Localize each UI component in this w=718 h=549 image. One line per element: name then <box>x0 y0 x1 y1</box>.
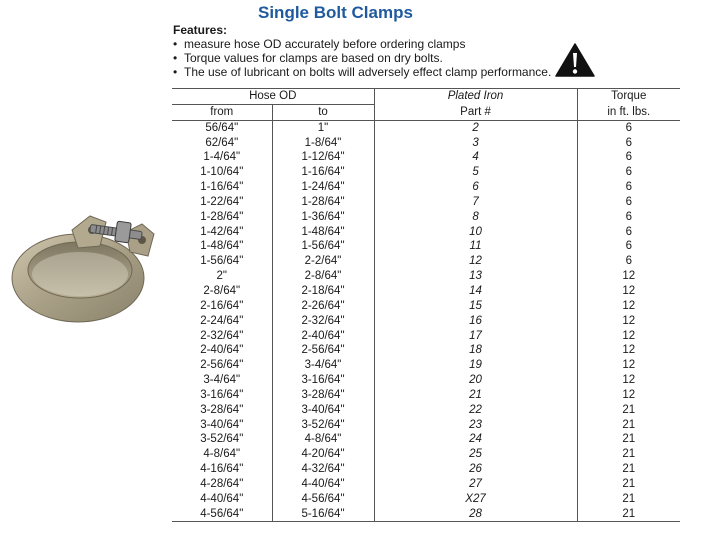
cell-part: 22 <box>374 403 577 418</box>
cell-torque: 12 <box>577 373 680 388</box>
cell-part: 14 <box>374 284 577 299</box>
cell-part: X27 <box>374 492 577 507</box>
cell-part: 12 <box>374 254 577 269</box>
cell-from: 1-56/64" <box>200 255 244 268</box>
cell-part: 17 <box>374 329 577 344</box>
cell-from: 2-16/64" <box>200 299 244 312</box>
cell-torque: 12 <box>577 284 680 299</box>
cell-torque: 12 <box>577 314 680 329</box>
feature-item: • Torque values for clamps are based on dry bolts. <box>173 51 551 65</box>
cell-torque: 21 <box>577 477 680 492</box>
cell-from: 1-4/64" <box>203 151 241 164</box>
cell-part: 5 <box>374 165 577 180</box>
cell-to: 3-4/64" <box>272 358 374 373</box>
cell-part: 16 <box>374 314 577 329</box>
cell-torque: 6 <box>577 254 680 269</box>
cell-part: 4 <box>374 150 577 165</box>
cell-torque: 6 <box>577 225 680 240</box>
cell-from: 4-56/64" <box>172 507 272 522</box>
cell-from: 1-16/64" <box>200 181 244 194</box>
cell-torque: 6 <box>577 195 680 210</box>
cell-torque: 6 <box>577 120 680 135</box>
table-row <box>172 373 680 388</box>
table-row <box>172 254 680 269</box>
to-header: to <box>272 104 374 120</box>
cell-torque: 12 <box>577 299 680 314</box>
table-row <box>172 165 680 180</box>
cell-to: 1-8/64" <box>272 136 374 151</box>
cell-from: 1-22/64" <box>200 195 244 208</box>
cell-torque: 21 <box>577 418 680 433</box>
cell-from: 62/64" <box>205 136 239 149</box>
cell-to: 3-16/64" <box>272 373 374 388</box>
feature-item: • measure hose OD accurately before ordering clamps <box>173 37 551 51</box>
table-row <box>172 432 680 447</box>
table-row <box>172 136 680 151</box>
cell-to: 2-2/64" <box>272 254 374 269</box>
cell-from: 4-28/64" <box>200 477 244 490</box>
cell-to: 1-24/64" <box>272 180 374 195</box>
cell-from: 2" <box>216 270 227 283</box>
cell-torque: 6 <box>577 150 680 165</box>
cell-from: 2-32/64" <box>200 329 244 342</box>
cell-to: 1" <box>272 120 374 135</box>
cell-from: 56/64" <box>205 121 239 134</box>
single-bolt-clamp-image <box>8 212 166 330</box>
cell-from: 2-56/64" <box>200 359 244 372</box>
table-row <box>172 239 680 254</box>
cell-from: 1-48/64" <box>200 240 244 253</box>
cell-to: 4-20/64" <box>272 447 374 462</box>
table-row <box>172 195 680 210</box>
cell-torque: 21 <box>577 432 680 447</box>
cell-to: 2-26/64" <box>272 299 374 314</box>
table-row <box>172 299 680 314</box>
cell-to: 2-18/64" <box>272 284 374 299</box>
table-row <box>172 269 680 284</box>
cell-to: 1-48/64" <box>272 225 374 240</box>
cell-to: 4-56/64" <box>272 492 374 507</box>
cell-from: 3-40/64" <box>200 418 244 431</box>
table-row <box>172 358 680 373</box>
cell-torque: 12 <box>577 388 680 403</box>
plated-iron-header: Plated Iron <box>374 89 577 105</box>
table-row <box>172 507 680 522</box>
page-title: Single Bolt Clamps <box>258 3 413 22</box>
cell-to: 4-40/64" <box>272 477 374 492</box>
clamp-spec-table <box>172 88 680 522</box>
features-list <box>173 37 551 79</box>
cell-to: 3-52/64" <box>272 418 374 433</box>
cell-part: 10 <box>374 225 577 240</box>
table-row <box>172 180 680 195</box>
cell-part: 2 <box>374 120 577 135</box>
cell-part: 25 <box>374 447 577 462</box>
cell-part: 15 <box>374 299 577 314</box>
hose-od-header: Hose OD <box>172 89 374 105</box>
cell-part: 11 <box>374 239 577 254</box>
cell-to: 4-8/64" <box>272 432 374 447</box>
table-row <box>172 120 680 135</box>
cell-part: 13 <box>374 269 577 284</box>
cell-part: 28 <box>374 507 577 522</box>
cell-part: 20 <box>374 373 577 388</box>
from-header: from <box>172 104 272 120</box>
cell-torque: 21 <box>577 447 680 462</box>
cell-part: 8 <box>374 210 577 225</box>
cell-from: 3-16/64" <box>200 388 244 401</box>
cell-torque: 6 <box>577 239 680 254</box>
table-row <box>172 447 680 462</box>
cell-to: 1-12/64" <box>272 150 374 165</box>
cell-from: 3-52/64" <box>200 433 244 446</box>
cell-part: 27 <box>374 477 577 492</box>
cell-to: 1-36/64" <box>272 210 374 225</box>
cell-to: 5-16/64" <box>272 507 374 522</box>
table-row <box>172 225 680 240</box>
feature-item: • The use of lubricant on bolts will adversely effect clamp performance. <box>173 65 551 79</box>
table-row <box>172 284 680 299</box>
cell-from: 2-40/64" <box>200 344 244 357</box>
cell-part: 3 <box>374 136 577 151</box>
cell-to: 3-28/64" <box>272 388 374 403</box>
cell-from: 3-4/64" <box>203 374 241 387</box>
cell-from: 3-28/64" <box>200 403 244 416</box>
cell-from: 1-10/64" <box>200 166 244 179</box>
cell-part: 19 <box>374 358 577 373</box>
cell-to: 4-32/64" <box>272 462 374 477</box>
cell-from: 1-28/64" <box>200 210 244 223</box>
cell-from: 4-40/64" <box>200 492 244 505</box>
cell-part: 26 <box>374 462 577 477</box>
table-row <box>172 418 680 433</box>
cell-torque: 21 <box>577 507 680 522</box>
torque-header: Torque <box>577 89 680 105</box>
cell-torque: 12 <box>577 329 680 344</box>
cell-from: 2-24/64" <box>200 314 244 327</box>
cell-torque: 6 <box>577 180 680 195</box>
cell-torque: 12 <box>577 343 680 358</box>
table-row <box>172 462 680 477</box>
cell-to: 3-40/64" <box>272 403 374 418</box>
table-row <box>172 388 680 403</box>
table-row <box>172 477 680 492</box>
table-row <box>172 492 680 507</box>
table-row <box>172 150 680 165</box>
table-row <box>172 210 680 225</box>
warning-triangle-icon <box>555 43 595 77</box>
cell-torque: 21 <box>577 492 680 507</box>
cell-part: 6 <box>374 180 577 195</box>
cell-part: 18 <box>374 343 577 358</box>
cell-part: 21 <box>374 388 577 403</box>
cell-to: 1-56/64" <box>272 239 374 254</box>
cell-to: 1-16/64" <box>272 165 374 180</box>
cell-to: 2-56/64" <box>272 343 374 358</box>
cell-torque: 6 <box>577 165 680 180</box>
cell-torque: 6 <box>577 136 680 151</box>
table-body <box>172 120 680 522</box>
cell-part: 23 <box>374 418 577 433</box>
cell-part: 24 <box>374 432 577 447</box>
cell-torque: 21 <box>577 462 680 477</box>
cell-torque: 12 <box>577 358 680 373</box>
cell-torque: 6 <box>577 210 680 225</box>
table-row <box>172 314 680 329</box>
torque-unit-header: in ft. lbs. <box>577 104 680 120</box>
features-heading: Features: <box>173 23 228 37</box>
cell-from: 4-16/64" <box>200 463 244 476</box>
cell-part: 7 <box>374 195 577 210</box>
cell-to: 2-32/64" <box>272 314 374 329</box>
table-row <box>172 403 680 418</box>
table-row <box>172 343 680 358</box>
cell-to: 2-40/64" <box>272 329 374 344</box>
cell-from: 2-8/64" <box>203 284 241 297</box>
cell-to: 1-28/64" <box>272 195 374 210</box>
part-number-header: Part # <box>374 104 577 120</box>
table-row <box>172 329 680 344</box>
cell-from: 1-42/64" <box>200 225 244 238</box>
cell-from: 4-8/64" <box>203 448 241 461</box>
cell-torque: 21 <box>577 403 680 418</box>
cell-torque: 12 <box>577 269 680 284</box>
cell-to: 2-8/64" <box>272 269 374 284</box>
